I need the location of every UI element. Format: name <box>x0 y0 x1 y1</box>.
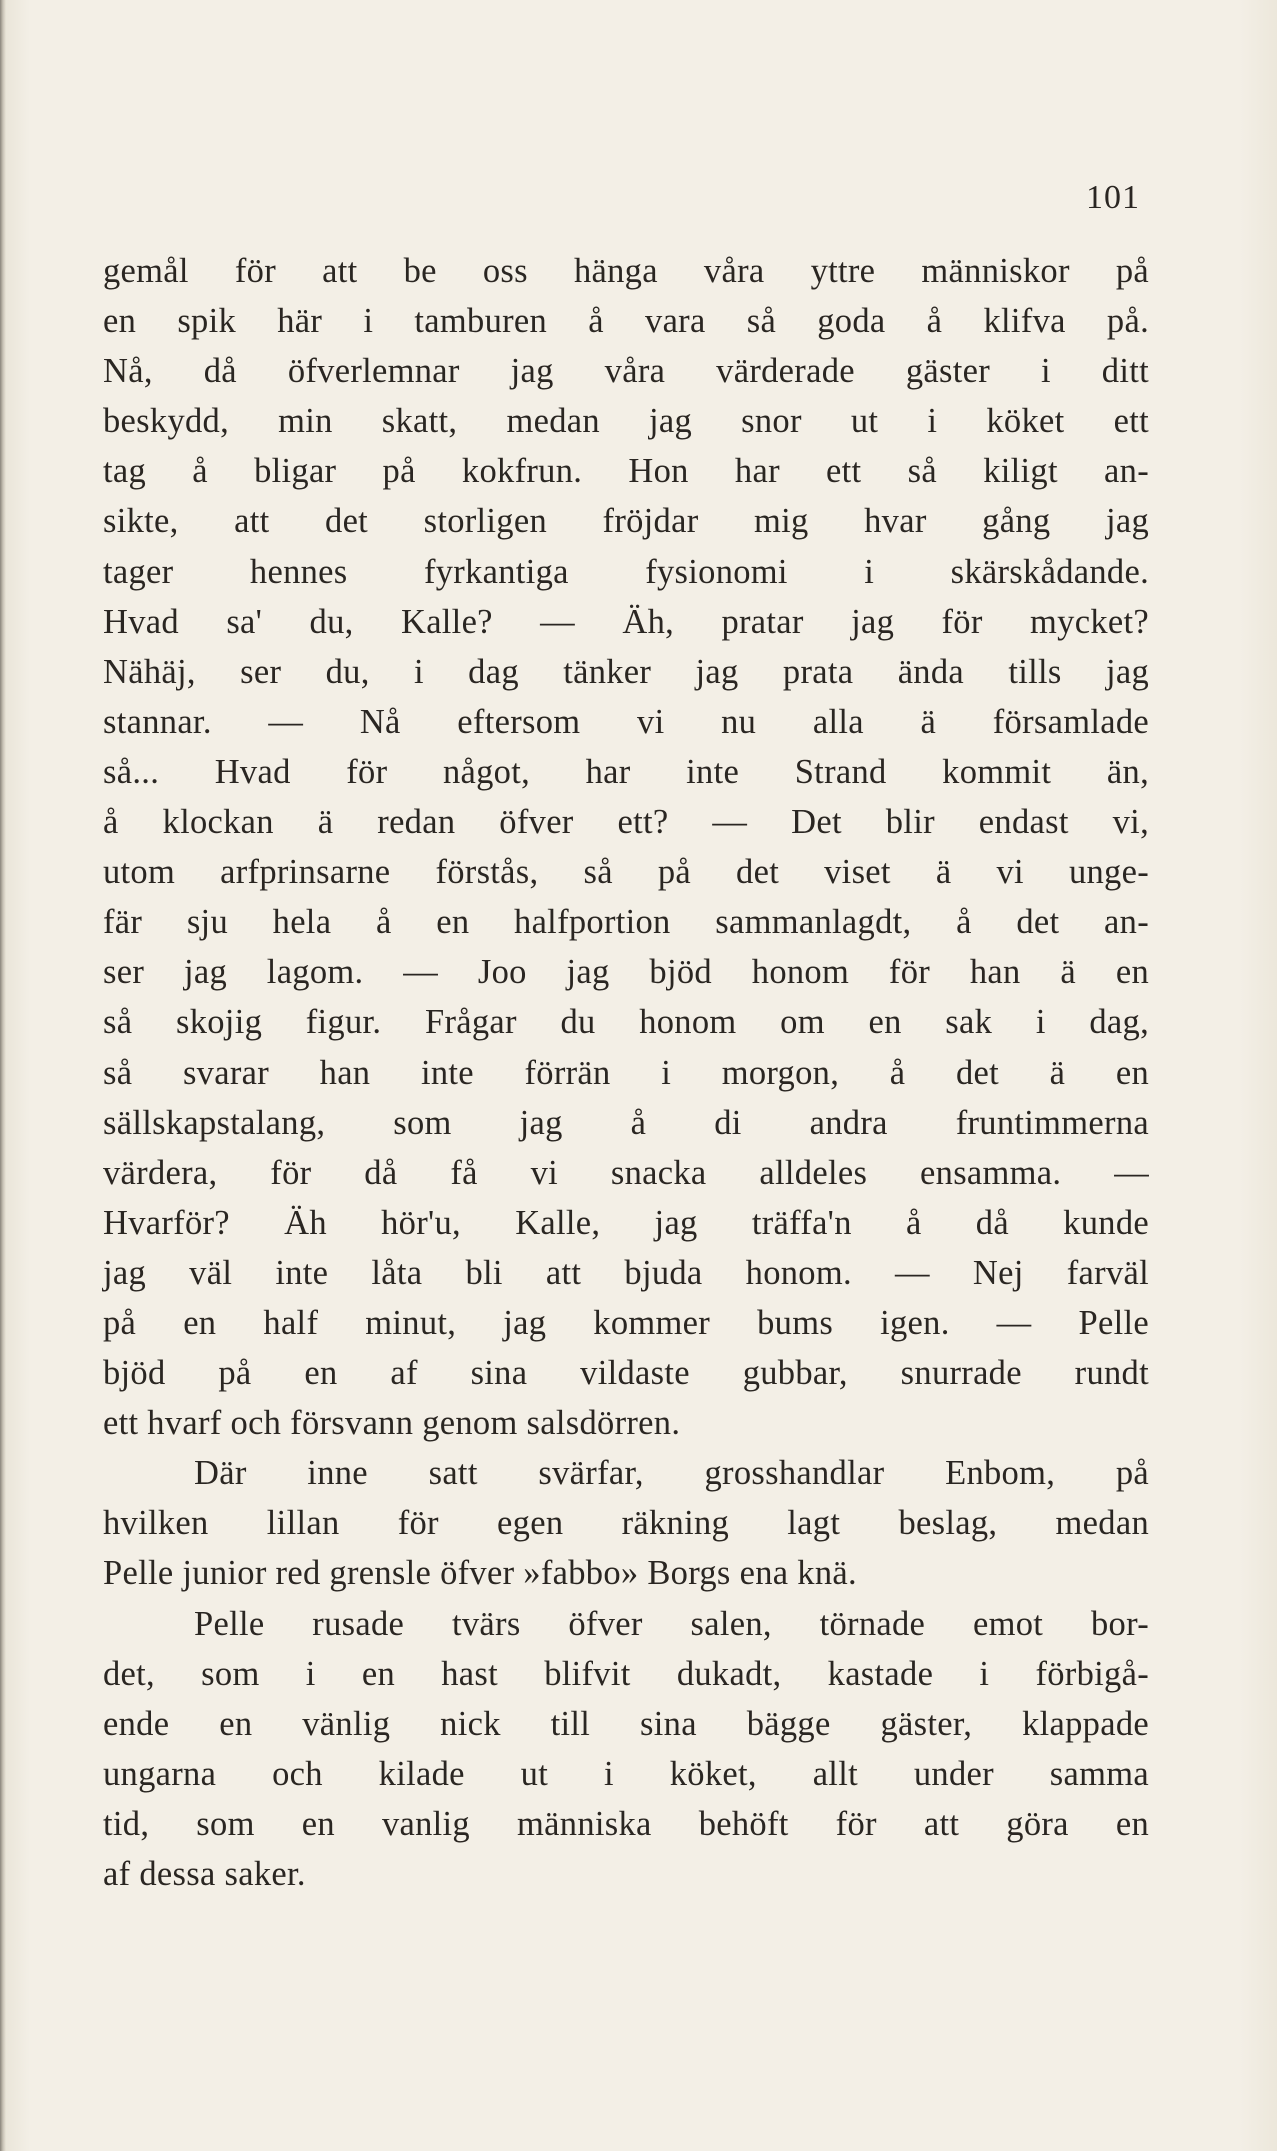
text-line: Nähäj, ser du, i dag tänker jag prata ända tills jag <box>103 652 1149 691</box>
text-line: sikte, att det storligen fröjdar mig hvar gång jag <box>103 502 1149 541</box>
text-line: tager hennes fyrkantiga fysionomi i skärskådande. <box>103 552 1149 591</box>
text-line: fär sju hela å en halfportion sammanlagdt, å det an- <box>103 903 1149 942</box>
text-line: Hvarför? Äh hör'u, Kalle, jag träffa'n å då kunde <box>103 1203 1149 1242</box>
text-line: utom arfprinsarne förstås, så på det viset ä vi unge- <box>103 853 1149 892</box>
text-line: Hvad sa' du, Kalle? — Äh, pratar jag för mycket? <box>103 602 1149 641</box>
text-line: tid, som en vanlig människa behöft för att göra en <box>103 1804 1149 1843</box>
text-line: ende en vänlig nick till sina bägge gäster, klappade <box>103 1704 1149 1743</box>
text-line: å klockan ä redan öfver ett? — Det blir endast vi, <box>103 803 1149 842</box>
body-text <box>103 246 1149 1899</box>
text-line: gemål för att be oss hänga våra yttre människor på <box>103 252 1149 290</box>
text-line: ett hvarf och försvann genom salsdörren. <box>103 1404 681 1443</box>
text-line: sällskapstalang, som jag å di andra fruntimmerna <box>103 1103 1149 1142</box>
text-line: tag å bligar på kokfrun. Hon har ett så kiligt an- <box>103 452 1149 491</box>
text-line: af dessa saker. <box>103 1855 306 1893</box>
text-line: jag väl inte låta bli att bjuda honom. — Nej farväl <box>103 1253 1149 1292</box>
text-line: bjöd på en af sina vildaste gubbar, snurrade rundt <box>103 1354 1149 1393</box>
text-line: Pelle rusade tvärs öfver salen, törnade emot bor- <box>194 1604 1149 1643</box>
text-line: på en half minut, jag kommer bums igen. — Pelle <box>103 1303 1149 1342</box>
text-line: det, som i en hast blifvit dukadt, kastade i förbigå- <box>103 1654 1149 1693</box>
text-line: Pelle junior red grensle öfver »fabbo» Borgs ena knä. <box>103 1554 857 1593</box>
text-line: ser jag lagom. — Joo jag bjöd honom för han ä en <box>103 953 1149 992</box>
text-line: hvilken lillan för egen räkning lagt beslag, medan <box>103 1504 1149 1543</box>
text-line: beskydd, min skatt, medan jag snor ut i köket ett <box>103 402 1149 441</box>
text-line: så skojig figur. Frågar du honom om en sak i dag, <box>103 1003 1149 1042</box>
text-line: värdera, för då få vi snacka alldeles ensamma. — <box>103 1153 1149 1192</box>
text-line: en spik här i tamburen å vara så goda å klifva på. <box>103 302 1149 341</box>
text-line: så... Hvad för något, har inte Strand kommit än, <box>103 752 1149 791</box>
text-line: Nå, då öfverlemnar jag våra värderade gäster i ditt <box>103 352 1149 391</box>
text-line: stannar. — Nå eftersom vi nu alla ä församlade <box>103 702 1149 741</box>
text-line: så svarar han inte förrän i morgon, å det ä en <box>103 1053 1149 1092</box>
page-binding-edge <box>0 0 6 2151</box>
text-line: ungarna och kilade ut i köket, allt under samma <box>103 1754 1149 1793</box>
text-line: Där inne satt svärfar, grosshandlar Enbom, på <box>194 1454 1149 1493</box>
page-number: 101 <box>1086 179 1140 216</box>
